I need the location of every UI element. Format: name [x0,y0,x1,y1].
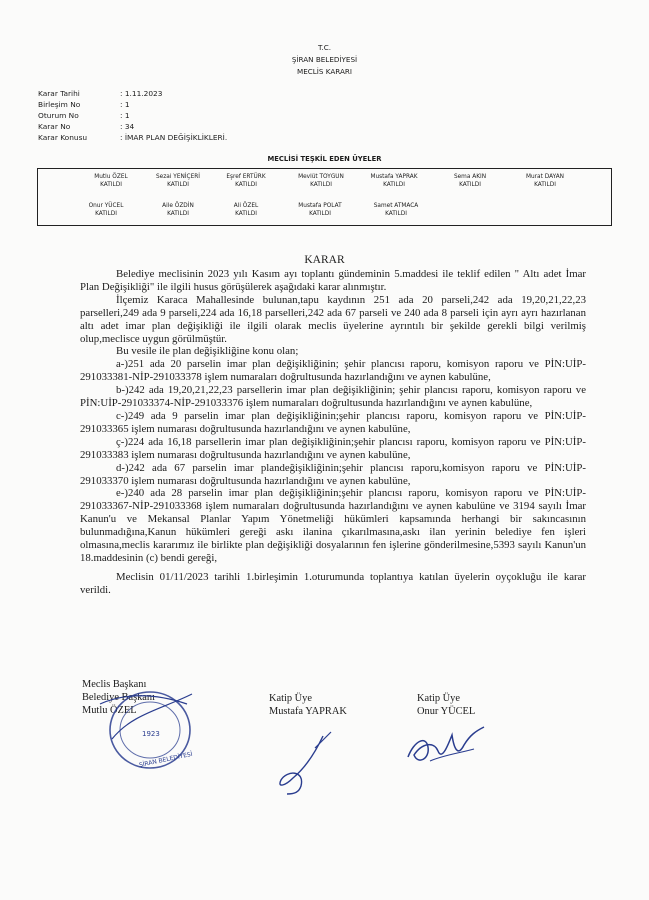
paragraph: Meclisin 01/11/2023 tarihli 1.birleşimin 1.oturumunda toplantıya katılan üyelerin oyçokluğu ile karar verildi. [80,570,586,596]
decision-title: KARAR [304,254,345,266]
signature-mustafa-yaprak-icon [265,728,345,798]
member: Mutlu ÖZEL KATILDI [94,174,128,188]
paragraph: d-)242 ada 67 parselin imar plandeğişikliğinin;şehir plancısı raporu,komisyon raporu ve PİN:UİP-291033370 işlem numarası doğrultusunda hazırlandığını ve aynen kabulüne, [80,461,586,487]
member: Mustafa POLAT KATILDI [298,203,342,217]
signature-block-clerk-1: Katip Üye Mustafa YAPRAK [269,693,347,717]
paragraph: b-)242 ada 19,20,21,22,23 parsellerin imar plan değişikliğinin; şehir plancısı raporu, komisyon raporu ve PİN:UİP-291033374-NİP-291033376 işlem numaraları doğrultusunda hazırlandığını ve aynen kabulüne, [80,384,586,410]
svg-text:ŞİRAN BELEDİYESİ: ŞİRAN BELEDİYESİ [138,750,194,769]
paragraph: c-)249 ada 9 parselin imar plan değişikliğinin;şehir plancısı raporu, komisyon raporu ve PİN:UİP-291033365 işlem numarası doğrultusunda hazırlandığını ve aynen kabulüne, [80,409,586,435]
committee-title: MECLİSİ TEŞKİL EDEN ÜYELER [267,155,382,163]
paragraph: e-)240 ada 28 parselin imar plan değişikliğinin;şehir plancısı raporu, komisyon raporu ve PİN:UİP-291033367-NİP-291033368 işlem numaraları doğrultusunda hazırlandığını ve aynen kabulüne ve 3194 sayılı İmar Kanun'u ve Mekansal Planlar Yapım Yönetmeliği hükümleri kapsamında herhangi bir sakıncasının bulunmadığına,Kanun hükümleri gereği askı ilanina çıkarılmasına,askı ilan yerinin belediye fen işleri olmasına,meclis kararımız ile birlikte plan değişikliği dosyalarının fen işlerine gönderilmesine,5393 sayılı Kanun'un 18.maddesinin (c) bendi gereği, [80,487,586,564]
signature-block-clerk-2: Katip Üye Onur YÜCEL [417,693,476,717]
official-seal-icon [92,684,202,774]
signature-block-chairman: Meclis Başkanı Belediye Başkanı Mutlu ÖZEL [82,679,156,716]
meta-row-session: Birleşim No : 1 [38,100,130,109]
meta-row-number: Karar No : 34 [38,122,135,131]
member: Sema AKIN KATILDI [453,174,487,188]
decision-meta [38,88,227,143]
paragraph: Belediye meclisinin 2023 yılı Kasım ayı toplantı gündeminin 5.maddesi ile teklif edilen " Altı adet İmar Plan Değişikliği" ile ilgili husus görüşülerek aşağıdaki karar alınmıştır. [80,268,586,293]
member: Murat DAYAN KATILDI [526,174,564,188]
paragraph: ç-)224 ada 16,18 parsellerin imar plan değişikliğinin;şehir plancısı raporu, komisyon raporu ve PİN:UİP-291033383 işlem numarası doğrultusunda hazırlandığını ve aynen kabulüne, [80,435,586,461]
decision-body [80,268,586,597]
paragraph: İlçemiz Karaca Mahallesinde bulunan,tapu kaydının 251 ada 20 parseli,242 ada 19,20,21,22,23 parselleri,249 ada 9 parseli,224 ada 16,18 parselleri,242 ada 67 parseli ve 240 ada 8 parseli için ayrı ayrı hazırlanan altı adet imar plan değişikliği ile ilgili olarak meclis üyelerine ayrıntılı bir şekilde gerekli bilgi verilmiş olup,meclisce uygun görülmüştür. [80,293,586,345]
paragraph: Bu vesile ile plan değişikliğine konu olan; [116,345,299,358]
header-municipality: ŞİRAN BELEDİYESİ [291,55,358,64]
member: Samet ATMACA KATILDI [373,203,419,217]
svg-text:1923: 1923 [142,730,160,738]
member: Onur YÜCEL KATILDI [88,203,124,217]
member: Sezai YENİÇERİ KATILDI [156,174,200,188]
paragraph: a-)251 ada 20 parselin imar plan değişikliğinin; şehir plancısı raporu, komisyon raporu ve PİN:UİP-291033381-NİP-291033378 işlem numaraları doğrultusunda hazırlandığını ve aynen kabulüne, [80,358,586,384]
header-tc: T.C. [317,43,332,52]
committee-members-box [37,168,612,226]
header-title: MECLİS KARARI [297,67,352,76]
member: Mevlüt TOYGUN KATILDI [298,174,344,188]
member: Aile ÖZDİN KATILDI [162,203,194,217]
meta-row-date: Karar Tarihi : 1.11.2023 [38,89,163,98]
member: Ali ÖZEL KATILDI [233,203,259,217]
member: Mustafa YAPRAK KATILDI [370,174,418,188]
signature-onur-yucel-icon [400,705,490,775]
meta-row-sitting: Oturum No : 1 [38,111,130,120]
meta-row-subject: Karar Konusu : İMAR PLAN DEĞİŞİKLİKLERİ. [38,133,228,142]
member: Eşref ERTÜRK KATILDI [226,174,266,188]
